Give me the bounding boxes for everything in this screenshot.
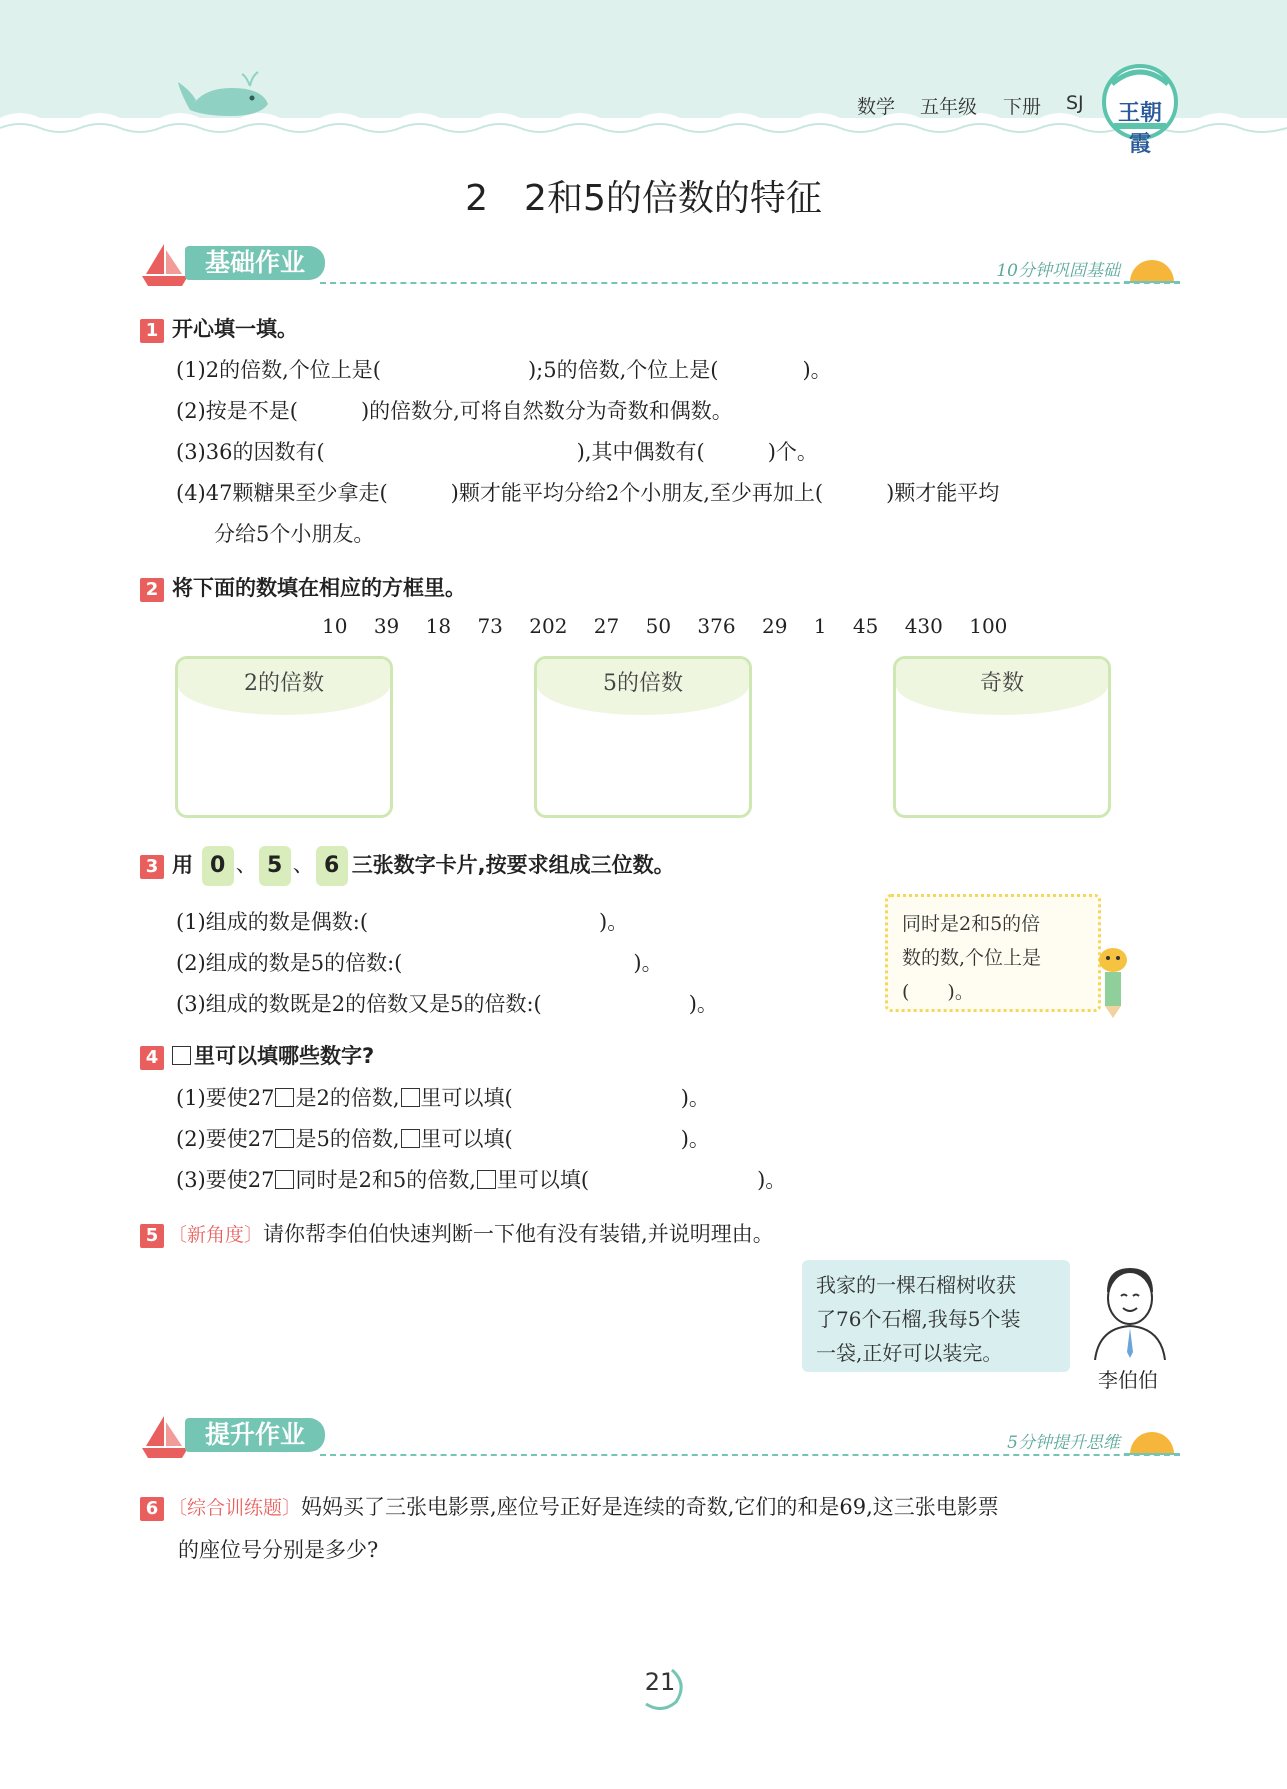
section-divider — [320, 282, 1180, 284]
question-number-badge: 2 — [140, 578, 164, 602]
number-item: 430 — [904, 614, 943, 638]
number-item: 202 — [529, 614, 568, 638]
answer-box-label: 2的倍数 — [178, 659, 390, 715]
question-title-post: 三张数字卡片,按要求组成三位数。 — [351, 852, 675, 877]
sunset-icon — [1124, 1426, 1180, 1456]
number-item: 10 — [322, 614, 348, 638]
answer-box-multiples-of-5[interactable] — [534, 656, 752, 818]
blank-square-icon — [401, 1129, 420, 1148]
sailboat-icon — [140, 1414, 190, 1460]
question-number-badge: 6 — [140, 1497, 164, 1521]
sunset-icon — [1124, 254, 1180, 284]
question-6-title — [140, 1491, 999, 1521]
speaker-name: 李伯伯 — [1098, 1368, 1158, 1392]
section-divider — [320, 1454, 1180, 1456]
q1-item-3: (3)36的因数有( ),其中偶数有( )个。 — [176, 440, 818, 464]
question-title: 里可以填哪些数字? — [194, 1044, 375, 1068]
header-grade: 五年级 — [920, 96, 978, 118]
bubble-line: 了76个石榴,我每5个装 — [816, 1307, 1021, 1331]
number-item: 45 — [852, 614, 879, 638]
answer-box-label: 奇数 — [896, 659, 1108, 715]
question-text: 妈妈买了三张电影票,座位号正好是连续的奇数,它们的和是69,这三张电影票 — [301, 1495, 999, 1519]
question-number-badge: 1 — [140, 319, 164, 343]
question-title: 将下面的数填在相应的方框里。 — [172, 576, 466, 600]
q1-item-4-cont: 分给5个小朋友。 — [214, 522, 375, 546]
number-item: 1 — [813, 614, 827, 638]
hint-line: 数的数,个位上是 — [902, 947, 1042, 969]
answer-box-multiples-of-2[interactable] — [175, 656, 393, 818]
q1-item-2: (2)按是不是( )的倍数分,可将自然数分为奇数和偶数。 — [176, 399, 733, 423]
number-item: 27 — [593, 614, 620, 638]
q4-text: 里可以填( )。 — [496, 1168, 787, 1192]
lesson-title: 2 2和5的倍数的特征 — [465, 178, 822, 219]
uncle-li-avatar — [1085, 1262, 1175, 1360]
blank-square-icon — [275, 1129, 294, 1148]
section-header-advanced — [140, 1414, 1180, 1462]
digit-card: 6 — [316, 846, 348, 886]
q4-text: (2)要使27 — [176, 1127, 275, 1151]
question-5-title — [140, 1218, 774, 1248]
section-header-basic — [140, 242, 1180, 290]
q4-text: 里可以填( )。 — [420, 1086, 710, 1110]
q4-item-1 — [176, 1082, 710, 1112]
number-item: 100 — [969, 614, 1008, 638]
blank-square-icon — [275, 1170, 294, 1189]
page-number: 21 — [644, 1668, 676, 1696]
number-list — [322, 614, 1027, 638]
brand-logo-text: 王朝霞 — [1117, 100, 1162, 157]
q4-text: 是5的倍数, — [295, 1127, 400, 1151]
section-note-basic: 10分钟巩固基础 — [996, 261, 1120, 281]
section-label-basic: 基础作业 — [185, 246, 325, 280]
q4-text: (1)要使27 — [176, 1086, 275, 1110]
q4-text: 同时是2和5的倍数, — [295, 1168, 476, 1192]
header-volume: 下册 — [1003, 96, 1042, 118]
question-number-badge: 3 — [140, 855, 164, 879]
question-tag: 〔新角度〕 — [168, 1224, 264, 1246]
speech-bubble — [802, 1260, 1070, 1372]
digit-card: 0 — [202, 846, 234, 886]
q1-item-1: (1)2的倍数,个位上是( );5的倍数,个位上是( )。 — [176, 358, 832, 382]
section-label-advanced: 提升作业 — [185, 1418, 325, 1452]
number-item: 39 — [373, 614, 400, 638]
pencil-mascot-icon — [1090, 940, 1136, 1020]
q4-item-3 — [176, 1164, 786, 1194]
answer-box-label: 5的倍数 — [537, 659, 749, 715]
sailboat-icon — [140, 242, 190, 288]
separator: 、 — [292, 852, 314, 877]
q4-item-2 — [176, 1123, 710, 1153]
q1-item-4: (4)47颗糖果至少拿走( )颗才能平均分给2个小朋友,至少再加上( )颗才能平均 — [176, 481, 1000, 505]
question-1-title — [140, 313, 298, 343]
number-item: 50 — [645, 614, 672, 638]
question-title: 开心填一填。 — [172, 317, 298, 341]
question-title: 请你帮李伯伯快速判断一下他有没有装错,并说明理由。 — [263, 1222, 774, 1246]
q4-text: (3)要使27 — [176, 1168, 275, 1192]
blank-square-icon — [172, 1046, 191, 1065]
bubble-line: 一袋,正好可以装完。 — [816, 1341, 1003, 1365]
blank-square-icon — [477, 1170, 496, 1189]
question-3-title — [140, 846, 675, 886]
question-number-badge: 4 — [140, 1046, 164, 1070]
q3-item-3: (3)组成的数既是2的倍数又是5的倍数:( )。 — [176, 992, 718, 1016]
answer-box-odd-numbers[interactable] — [893, 656, 1111, 818]
digit-card: 5 — [259, 846, 291, 886]
hint-box — [885, 894, 1101, 1012]
number-item: 29 — [761, 614, 788, 638]
blank-square-icon — [275, 1088, 294, 1107]
q3-item-2: (2)组成的数是5的倍数:( )。 — [176, 951, 663, 975]
q4-text: 是2的倍数, — [295, 1086, 400, 1110]
number-item: 73 — [477, 614, 503, 638]
number-item: 18 — [425, 614, 452, 638]
q3-item-1: (1)组成的数是偶数:( )。 — [176, 910, 629, 934]
separator: 、 — [235, 852, 257, 877]
section-note-advanced: 5分钟提升思维 — [1007, 1433, 1120, 1453]
question-2-title — [140, 572, 466, 602]
question-title-pre: 用 — [172, 852, 193, 877]
question-6-text-cont: 的座位号分别是多少? — [178, 1538, 379, 1562]
question-number-badge: 5 — [140, 1224, 164, 1248]
hint-line: ( )。 — [902, 981, 974, 1003]
question-4-title — [140, 1040, 374, 1070]
q4-text: 里可以填( )。 — [420, 1127, 710, 1151]
hint-line: 同时是2和5的倍 — [902, 913, 1041, 935]
number-item: 376 — [697, 614, 736, 638]
header-subject: 数学 — [857, 96, 896, 118]
header-edition: SJ — [1066, 92, 1084, 114]
question-tag: 〔综合训练题〕 — [168, 1497, 302, 1519]
blank-square-icon — [401, 1088, 420, 1107]
bubble-line: 我家的一棵石榴树收获 — [816, 1273, 1016, 1297]
header-wave-band — [0, 0, 1287, 150]
